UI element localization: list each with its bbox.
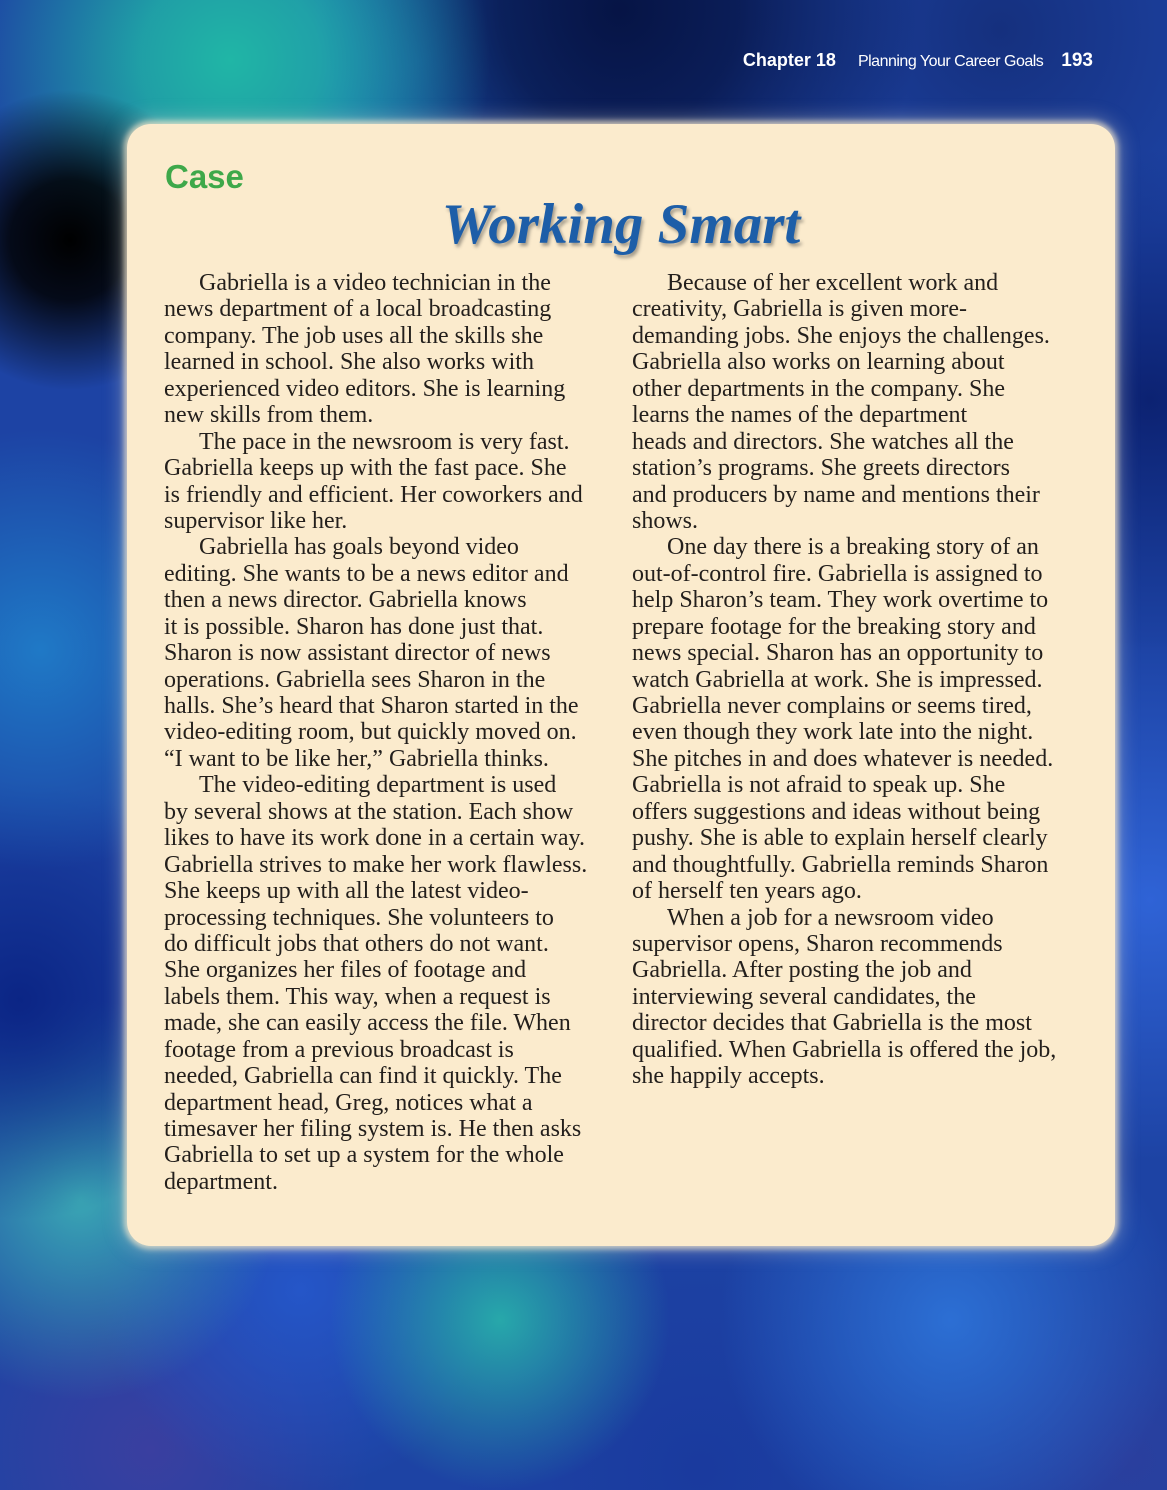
text-line: needed, Gabriella can find it quickly. The bbox=[164, 1063, 562, 1090]
text-line: offers suggestions and ideas without being bbox=[632, 798, 1041, 825]
running-header bbox=[743, 50, 1093, 72]
text-line: She organizes her files of footage and bbox=[164, 957, 527, 984]
text-line: likes to have its work done in a certain way. bbox=[164, 825, 585, 852]
text-line: by several shows at the station. Each show bbox=[164, 798, 574, 825]
text-line: She pitches in and does whatever is needed. bbox=[632, 745, 1054, 772]
text-line: out-of-control fire. Gabriella is assigned to bbox=[632, 560, 1043, 587]
paragraph bbox=[632, 905, 1072, 1090]
text-line: company. The job uses all the skills she bbox=[164, 322, 544, 349]
paragraph bbox=[164, 772, 604, 1195]
text-line: learns the names of the department bbox=[632, 402, 968, 429]
text-line: She keeps up with all the latest video- bbox=[164, 878, 529, 905]
text-line: The pace in the newsroom is very fast. bbox=[199, 428, 570, 455]
text-line: Sharon is now assistant director of news bbox=[164, 640, 551, 667]
text-line: department. bbox=[164, 1168, 278, 1195]
text-line: demanding jobs. She enjoys the challenges. bbox=[632, 322, 1050, 349]
text-line: Because of her excellent work and bbox=[667, 270, 999, 296]
text-line: then a news director. Gabriella knows bbox=[164, 587, 527, 614]
text-line: learned in school. She also works with bbox=[164, 349, 534, 376]
text-line: qualified. When Gabriella is offered the job, bbox=[632, 1036, 1057, 1063]
text-line: Gabriella is a video technician in the bbox=[199, 270, 551, 296]
text-line: and producers by name and mentions their bbox=[632, 481, 1040, 508]
paragraph bbox=[632, 270, 1072, 534]
text-line: “I want to be like her,” Gabriella thinks. bbox=[164, 745, 549, 772]
text-line: pushy. She is able to explain herself clearly bbox=[632, 825, 1048, 852]
text-line: she happily accepts. bbox=[632, 1063, 825, 1090]
text-line: labels them. This way, when a request is bbox=[164, 983, 551, 1010]
text-line: Gabriella to set up a system for the whole bbox=[164, 1142, 564, 1169]
text-line: prepare footage for the breaking story and bbox=[632, 613, 1036, 640]
text-line: When a job for a newsroom video bbox=[667, 904, 994, 931]
text-line: Gabriella has goals beyond video bbox=[199, 534, 519, 561]
text-line: interviewing several candidates, the bbox=[632, 983, 976, 1010]
text-line: station’s programs. She greets directors bbox=[632, 455, 1010, 482]
text-line: editing. She wants to be a news editor and bbox=[164, 560, 569, 587]
text-line: Gabriella also works on learning about bbox=[632, 349, 1005, 376]
text-line: director decides that Gabriella is the most bbox=[632, 1010, 1032, 1037]
text-line: supervisor like her. bbox=[164, 507, 348, 534]
text-line: One day there is a breaking story of an bbox=[667, 534, 1039, 561]
text-line: Gabriella never complains or seems tired, bbox=[632, 693, 1032, 719]
chapter-title: Planning Your Career Goals bbox=[857, 53, 1044, 70]
text-line: and thoughtfully. Gabriella reminds Sharon bbox=[632, 851, 1049, 878]
text-line: other departments in the company. She bbox=[632, 375, 1006, 402]
text-line: help Sharon’s team. They work overtime to bbox=[632, 587, 1049, 614]
text-line: footage from a previous broadcast is bbox=[164, 1036, 514, 1063]
paragraph bbox=[632, 534, 1072, 904]
text-line: heads and directors. She watches all the bbox=[632, 428, 1014, 455]
text-line: The video-editing department is used bbox=[199, 772, 557, 799]
paragraph bbox=[164, 534, 604, 772]
text-line: processing techniques. She volunteers to bbox=[164, 904, 554, 931]
text-line: Gabriella is not afraid to speak up. She bbox=[632, 772, 1006, 799]
paragraph bbox=[164, 270, 604, 429]
right-column bbox=[632, 270, 1072, 1090]
chapter-number: Chapter 18 bbox=[742, 50, 836, 70]
text-line: Gabriella strives to make her work flawless. bbox=[164, 851, 588, 878]
text-line: experienced video editors. She is learning bbox=[164, 375, 566, 402]
left-column bbox=[164, 270, 604, 1195]
text-line: shows. bbox=[632, 507, 699, 534]
text-line: department head, Greg, notices what a bbox=[164, 1089, 533, 1116]
text-line: do difficult jobs that others do not want. bbox=[164, 930, 549, 957]
text-line: video-editing room, but quickly moved on. bbox=[164, 719, 577, 746]
text-line: made, she can easily access the file. When bbox=[164, 1010, 571, 1037]
case-label: Case bbox=[165, 158, 244, 195]
text-line: is friendly and efficient. Her coworkers and bbox=[164, 481, 583, 508]
paragraph bbox=[164, 429, 604, 535]
text-line: even though they work late into the night. bbox=[632, 719, 1034, 746]
text-line: supervisor opens, Sharon recommends bbox=[632, 930, 1003, 957]
text-line: it is possible. Sharon has done just that. bbox=[164, 613, 544, 640]
text-line: operations. Gabriella sees Sharon in the bbox=[164, 666, 546, 693]
text-line: halls. She’s heard that Sharon started in the bbox=[164, 693, 579, 719]
case-title: Working Smart bbox=[441, 193, 801, 256]
text-line: timesaver her filing system is. He then asks bbox=[164, 1116, 582, 1142]
text-line: Gabriella keeps up with the fast pace. She bbox=[164, 455, 567, 482]
text-line: news department of a local broadcasting bbox=[164, 296, 552, 323]
text-line: new skills from them. bbox=[164, 402, 374, 429]
text-line: of herself ten years ago. bbox=[632, 878, 862, 905]
page-number: 193 bbox=[1061, 50, 1093, 71]
text-line: Gabriella. After posting the job and bbox=[632, 957, 972, 984]
text-line: creativity, Gabriella is given more- bbox=[632, 296, 967, 323]
text-line: news special. Sharon has an opportunity to bbox=[632, 640, 1044, 667]
text-line: watch Gabriella at work. She is impressed. bbox=[632, 666, 1043, 693]
